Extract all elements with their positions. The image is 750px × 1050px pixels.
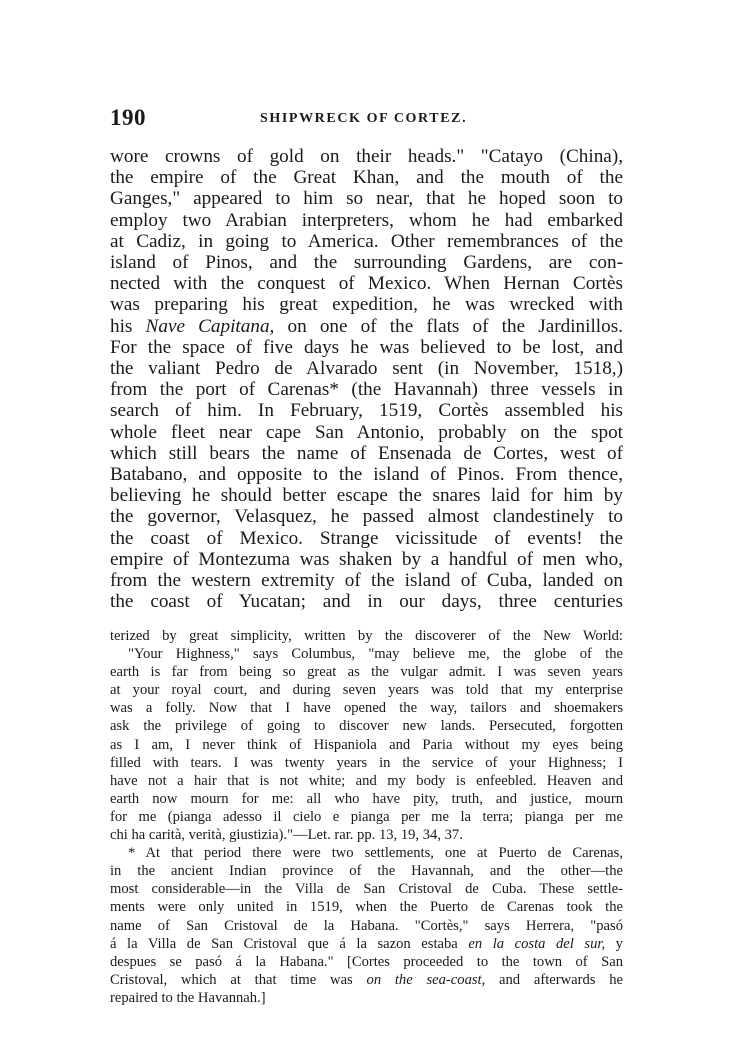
footnote-line: for me (pianga adesso il cielo e pianga per me la terra; pianga per me	[110, 808, 623, 825]
text-segment: Cristoval, which at that time was	[110, 971, 367, 988]
italic-ship-name: Nave Capitana,	[145, 315, 275, 337]
text-line: from the port of Carenas* (the Havannah) three vessels in	[110, 379, 623, 401]
text-line: the empire of the Great Khan, and the mouth of the	[110, 167, 623, 189]
footnote-line: in the ancient Indian province of the Havannah, and the other—the	[110, 863, 623, 880]
text-line: employ two Arabian interpreters, whom he had embarked	[110, 209, 623, 231]
running-title: SHIPWRECK OF CORTEZ.	[260, 111, 468, 126]
footnote-line: despues se pasó á la Habana." [Cortes proceeded to the town of San	[110, 953, 623, 970]
text-line-with-italic	[110, 316, 623, 337]
text-line: Ganges," appeared to him so near, that he hoped soon to	[110, 188, 623, 210]
footnote-line: ask the privilege of going to discover new lands. Persecuted, forgotten	[110, 718, 623, 735]
text-line: search of him. In February, 1519, Cortès assembled his	[110, 400, 623, 422]
text-line: the valiant Pedro de Alvarado sent (in November, 1518,)	[110, 358, 623, 380]
footnote-line: filled with tears. I was twenty years in the service of your Highness; I	[110, 754, 623, 771]
footnote-line: have not a hair that is not white; and my body is enfeebled. Heaven and	[110, 772, 623, 789]
text-segment: his	[110, 315, 146, 337]
text-line: believing he should better escape the snares laid for him by	[110, 485, 623, 507]
footnotes	[110, 627, 623, 1007]
footnote-line: "Your Highness," says Columbus, "may believe me, the globe of the	[128, 646, 623, 663]
text-segment: y	[605, 935, 623, 952]
text-line: island of Pinos, and the surrounding Gardens, are con-	[110, 252, 623, 274]
text-line: the governor, Velasquez, he passed almost clandestinely to	[110, 506, 623, 528]
footnote-line: name of San Cristoval de la Habana. "Cortès," says Herrera, "pasó	[110, 917, 623, 934]
footnote-line: earth is far from being so great as the vulgar admit. I was seven years	[110, 664, 623, 681]
footnote-line-with-italic	[110, 971, 623, 989]
text-line: Batabano, and opposite to the island of Pinos. From thence,	[110, 464, 623, 486]
text-line: nected with the conquest of Mexico. When Hernan Cortès	[110, 273, 623, 295]
page-number: 190	[110, 105, 146, 130]
footnote-line-with-italic	[110, 935, 623, 953]
footnote-line: earth now mourn for me: all who have pity, truth, and justice, mourn	[110, 790, 623, 807]
text-line: empire of Montezuma was shaken by a handful of men who,	[110, 548, 623, 570]
text-line: from the western extremity of the island of Cuba, landed on	[110, 570, 623, 592]
footnote-line: at your royal court, and during seven years was told that my enterprise	[110, 682, 623, 699]
text-segment: á la Villa de San Cristoval que á la sazon estaba	[110, 935, 469, 952]
footnote-line: most considerable—in the Villa de San Cristoval de Cuba. These settle-	[110, 881, 623, 898]
footnote-line: ments were only united in 1519, when the Puerto de Carenas took the	[110, 899, 623, 916]
page-header	[110, 104, 625, 134]
footnote-line: * At that period there were two settlements, one at Puerto de Carenas,	[128, 845, 623, 862]
text-line: whole fleet near cape San Antonio, probably on the spot	[110, 421, 623, 443]
footnote-line: was a folly. Now that I have opened the way, tailors and shoemakers	[110, 700, 623, 717]
text-line: at Cadiz, in going to America. Other remembrances of the	[110, 230, 623, 252]
text-line: was preparing his great expedition, he was wrecked with	[110, 294, 623, 316]
text-line: For the space of five days he was believed to be lost, and	[110, 336, 623, 358]
text-line: wore crowns of gold on their heads." "Catayo (China),	[110, 146, 623, 167]
text-line: the coast of Mexico. Strange vicissitude of events! the	[110, 527, 623, 549]
footnote-line: as I am, I never think of Hispaniola and Paria without my eyes being	[110, 736, 623, 753]
main-text	[110, 146, 623, 612]
text-segment: and afterwards he	[485, 971, 623, 988]
text-line: which still bears the name of Ensenada de Cortes, west of	[110, 442, 623, 464]
footnote-line: chi ha carità, verità, giustizia)."—Let. rar. pp. 13, 19, 34, 37.	[110, 827, 463, 844]
italic-spanish-phrase: en la costa del sur,	[468, 935, 606, 952]
footnote-line: repaired to the Havannah.]	[110, 989, 266, 1006]
italic-phrase: on the sea-coast,	[366, 971, 486, 988]
text-segment: on one of the flats of the Jardinillos.	[274, 315, 623, 337]
footnote-line: terized by great simplicity, written by the discoverer of the New World:	[110, 628, 623, 644]
text-line: the coast of Yucatan; and in our days, three centuries	[110, 591, 623, 613]
